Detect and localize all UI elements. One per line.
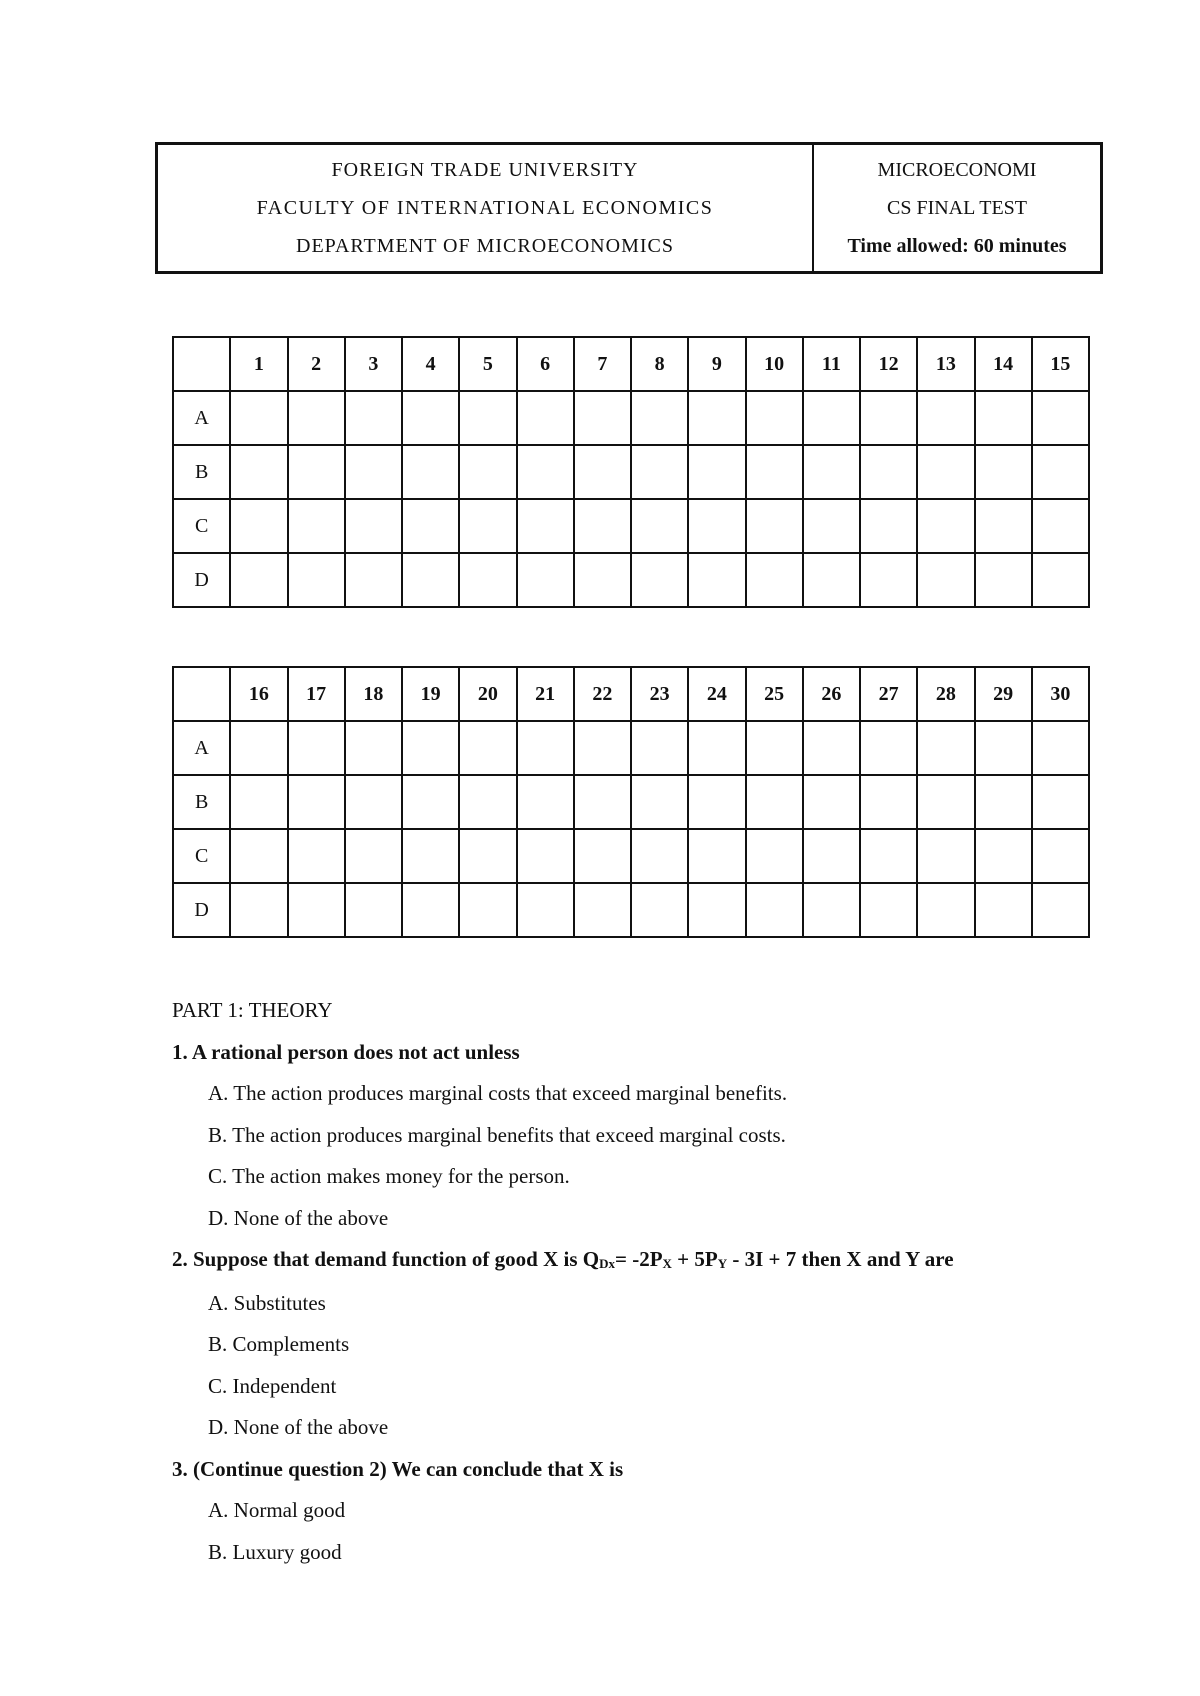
answer-cell[interactable] bbox=[517, 499, 574, 553]
time-allowed: Time allowed: 60 minutes bbox=[847, 235, 1067, 257]
answer-cell[interactable] bbox=[975, 775, 1032, 829]
answer-cell[interactable] bbox=[688, 499, 745, 553]
grid-column-header: 2 bbox=[288, 337, 345, 391]
answer-cell[interactable] bbox=[402, 499, 459, 553]
answer-cell[interactable] bbox=[917, 829, 974, 883]
grid-column-header: 14 bbox=[975, 337, 1032, 391]
answer-cell[interactable] bbox=[631, 391, 688, 445]
grid-row bbox=[173, 829, 1089, 883]
answer-cell[interactable] bbox=[631, 499, 688, 553]
question-1-option-b: B. The action produces marginal benefits that exceed marginal costs. bbox=[208, 1122, 786, 1147]
grid-row-label: A bbox=[173, 721, 230, 775]
answer-cell[interactable] bbox=[688, 391, 745, 445]
answer-cell[interactable] bbox=[975, 721, 1032, 775]
grid-row bbox=[173, 499, 1089, 553]
q2-stem-pre: 2. Suppose that demand function of good X is Q bbox=[172, 1247, 600, 1271]
grid-column-header: 13 bbox=[917, 337, 974, 391]
answer-cell[interactable] bbox=[860, 721, 917, 775]
grid-column-header: 25 bbox=[746, 667, 803, 721]
question-2-option-c: C. Independent bbox=[208, 1373, 337, 1398]
answer-cell[interactable] bbox=[1032, 499, 1089, 553]
answer-cell[interactable] bbox=[459, 391, 516, 445]
grid-row-label: B bbox=[173, 445, 230, 499]
answer-cell[interactable] bbox=[459, 883, 516, 937]
answer-cell[interactable] bbox=[288, 775, 345, 829]
answer-cell[interactable] bbox=[288, 553, 345, 607]
answer-cell[interactable] bbox=[574, 829, 631, 883]
answer-cell[interactable] bbox=[402, 553, 459, 607]
answer-cell[interactable] bbox=[917, 883, 974, 937]
answer-cell[interactable] bbox=[230, 721, 287, 775]
answer-cell[interactable] bbox=[459, 829, 516, 883]
answer-cell[interactable] bbox=[517, 883, 574, 937]
answer-cell[interactable] bbox=[860, 391, 917, 445]
answer-grid-1 bbox=[172, 336, 1090, 608]
grid-column-header: 23 bbox=[631, 667, 688, 721]
grid-row bbox=[173, 445, 1089, 499]
answer-cell[interactable] bbox=[574, 775, 631, 829]
q2-sub-y: Y bbox=[717, 1256, 728, 1271]
answer-cell[interactable] bbox=[402, 391, 459, 445]
grid-column-header: 6 bbox=[517, 337, 574, 391]
answer-cell[interactable] bbox=[631, 445, 688, 499]
answer-cell[interactable] bbox=[459, 553, 516, 607]
grid-column-header: 29 bbox=[975, 667, 1032, 721]
answer-cell[interactable] bbox=[688, 883, 745, 937]
answer-cell[interactable] bbox=[631, 775, 688, 829]
answer-cell[interactable] bbox=[975, 391, 1032, 445]
grid-corner-cell bbox=[173, 667, 230, 721]
answer-cell[interactable] bbox=[1032, 829, 1089, 883]
grid-header-row bbox=[173, 337, 1089, 391]
question-2-option-a: A. Substitutes bbox=[208, 1290, 326, 1315]
answer-cell[interactable] bbox=[746, 391, 803, 445]
grid-row bbox=[173, 391, 1089, 445]
answer-cell[interactable] bbox=[574, 445, 631, 499]
answer-cell[interactable] bbox=[860, 553, 917, 607]
answer-cell[interactable] bbox=[803, 391, 860, 445]
q2-sub-dx: Dx bbox=[599, 1256, 615, 1271]
answer-cell[interactable] bbox=[917, 721, 974, 775]
answer-cell[interactable] bbox=[917, 553, 974, 607]
grid-row-label: C bbox=[173, 499, 230, 553]
answer-cell[interactable] bbox=[345, 553, 402, 607]
answer-cell[interactable] bbox=[459, 721, 516, 775]
answer-cell[interactable] bbox=[459, 445, 516, 499]
grid-column-header: 4 bbox=[402, 337, 459, 391]
grid-row bbox=[173, 883, 1089, 937]
answer-cell[interactable] bbox=[517, 721, 574, 775]
answer-cell[interactable] bbox=[917, 445, 974, 499]
answer-cell[interactable] bbox=[1032, 445, 1089, 499]
grid-row bbox=[173, 721, 1089, 775]
answer-cell[interactable] bbox=[288, 883, 345, 937]
grid-column-header: 7 bbox=[574, 337, 631, 391]
answer-cell[interactable] bbox=[517, 445, 574, 499]
answer-cell[interactable] bbox=[917, 775, 974, 829]
answer-cell[interactable] bbox=[631, 553, 688, 607]
question-2-option-d: D. None of the above bbox=[208, 1415, 389, 1439]
answer-cell[interactable] bbox=[917, 391, 974, 445]
answer-cell[interactable] bbox=[574, 391, 631, 445]
answer-cell[interactable] bbox=[1032, 883, 1089, 937]
answer-cell[interactable] bbox=[1032, 391, 1089, 445]
answer-cell[interactable] bbox=[803, 721, 860, 775]
question-2-option-b: B. Complements bbox=[208, 1332, 350, 1356]
answer-cell[interactable] bbox=[975, 883, 1032, 937]
answer-cell[interactable] bbox=[288, 499, 345, 553]
question-1-option-a: A. The action produces marginal costs that exceed marginal benefits. bbox=[208, 1081, 788, 1105]
grid-column-header: 26 bbox=[803, 667, 860, 721]
answer-cell[interactable] bbox=[345, 445, 402, 499]
answer-cell[interactable] bbox=[288, 721, 345, 775]
answer-cell[interactable] bbox=[345, 829, 402, 883]
answer-cell[interactable] bbox=[574, 883, 631, 937]
faculty-name: FACULTY OF INTERNATIONAL ECONOMICS bbox=[256, 197, 714, 219]
grid-column-header: 3 bbox=[345, 337, 402, 391]
answer-cell[interactable] bbox=[688, 445, 745, 499]
grid-column-header: 15 bbox=[1032, 337, 1089, 391]
answer-cell[interactable] bbox=[345, 721, 402, 775]
grid-column-header: 8 bbox=[631, 337, 688, 391]
question-1-option-c: C. The action makes money for the person. bbox=[208, 1164, 570, 1188]
answer-cell[interactable] bbox=[746, 721, 803, 775]
answer-cell[interactable] bbox=[803, 883, 860, 937]
grid-column-header: 9 bbox=[688, 337, 745, 391]
answer-cell[interactable] bbox=[975, 445, 1032, 499]
answer-cell[interactable] bbox=[975, 553, 1032, 607]
grid-column-header: 10 bbox=[746, 337, 803, 391]
answer-cell[interactable] bbox=[746, 775, 803, 829]
department-name: DEPARTMENT OF MICROECONOMICS bbox=[296, 235, 674, 257]
answer-cell[interactable] bbox=[746, 445, 803, 499]
question-3-option-a: A. Normal good bbox=[208, 1498, 346, 1522]
answer-cell[interactable] bbox=[402, 445, 459, 499]
answer-cell[interactable] bbox=[574, 553, 631, 607]
answer-cell[interactable] bbox=[688, 721, 745, 775]
answer-cell[interactable] bbox=[975, 829, 1032, 883]
answer-cell[interactable] bbox=[230, 775, 287, 829]
answer-cell[interactable] bbox=[230, 499, 287, 553]
answer-cell[interactable] bbox=[574, 499, 631, 553]
answer-cell[interactable] bbox=[860, 445, 917, 499]
answer-cell[interactable] bbox=[574, 721, 631, 775]
answer-cell[interactable] bbox=[517, 391, 574, 445]
grid-row-label: B bbox=[173, 775, 230, 829]
answer-cell[interactable] bbox=[230, 883, 287, 937]
institution-block bbox=[158, 145, 814, 271]
grid-row-label: D bbox=[173, 883, 230, 937]
answer-cell[interactable] bbox=[459, 499, 516, 553]
answer-cell[interactable] bbox=[688, 775, 745, 829]
answer-cell[interactable] bbox=[230, 553, 287, 607]
answer-cell[interactable] bbox=[803, 775, 860, 829]
part-title: PART 1: THEORY bbox=[172, 998, 333, 1022]
answer-cell[interactable] bbox=[345, 775, 402, 829]
q2-sub-x: X bbox=[662, 1256, 672, 1271]
grid-column-header: 24 bbox=[688, 667, 745, 721]
grid-column-header: 18 bbox=[345, 667, 402, 721]
grid-column-header: 12 bbox=[860, 337, 917, 391]
answer-cell[interactable] bbox=[517, 775, 574, 829]
answer-cell[interactable] bbox=[746, 553, 803, 607]
answer-cell[interactable] bbox=[517, 829, 574, 883]
grid-column-header: 11 bbox=[803, 337, 860, 391]
answer-cell[interactable] bbox=[1032, 553, 1089, 607]
answer-cell[interactable] bbox=[803, 445, 860, 499]
answer-cell[interactable] bbox=[288, 829, 345, 883]
test-title-line1: MICROECONOMI bbox=[877, 159, 1037, 181]
answer-cell[interactable] bbox=[746, 829, 803, 883]
answer-cell[interactable] bbox=[631, 721, 688, 775]
answer-cell[interactable] bbox=[402, 829, 459, 883]
grid-column-header: 16 bbox=[230, 667, 287, 721]
answer-cell[interactable] bbox=[975, 499, 1032, 553]
question-1-option-d: D. None of the above bbox=[208, 1205, 389, 1230]
grid-column-header: 5 bbox=[459, 337, 516, 391]
answer-cell[interactable] bbox=[803, 499, 860, 553]
answer-cell[interactable] bbox=[803, 553, 860, 607]
answer-cell[interactable] bbox=[1032, 775, 1089, 829]
answer-cell[interactable] bbox=[345, 883, 402, 937]
answer-cell[interactable] bbox=[746, 499, 803, 553]
answer-cell[interactable] bbox=[746, 883, 803, 937]
answer-cell[interactable] bbox=[860, 775, 917, 829]
answer-cell[interactable] bbox=[688, 829, 745, 883]
question-3-option-b: B. Luxury good bbox=[208, 1539, 342, 1564]
grid-row bbox=[173, 553, 1089, 607]
grid-column-header: 20 bbox=[459, 667, 516, 721]
university-name: FOREIGN TRADE UNIVERSITY bbox=[331, 159, 639, 181]
answer-cell[interactable] bbox=[860, 829, 917, 883]
test-title-line2: CS FINAL TEST bbox=[886, 197, 1028, 219]
grid-column-header: 1 bbox=[230, 337, 287, 391]
question-2-stem bbox=[172, 1239, 1132, 1283]
grid-row-label: A bbox=[173, 391, 230, 445]
grid-column-header: 22 bbox=[574, 667, 631, 721]
answer-cell[interactable] bbox=[288, 445, 345, 499]
answer-cell[interactable] bbox=[803, 829, 860, 883]
questions-section bbox=[172, 990, 1132, 1573]
grid-column-header: 28 bbox=[917, 667, 974, 721]
grid-column-header: 27 bbox=[860, 667, 917, 721]
question-3-stem: 3. (Continue question 2) We can conclude that X is bbox=[172, 1456, 624, 1481]
answer-cell[interactable] bbox=[345, 391, 402, 445]
answer-cell[interactable] bbox=[402, 721, 459, 775]
answer-cell[interactable] bbox=[230, 445, 287, 499]
grid-column-header: 17 bbox=[288, 667, 345, 721]
answer-cell[interactable] bbox=[631, 829, 688, 883]
answer-cell[interactable] bbox=[288, 391, 345, 445]
answer-cell[interactable] bbox=[402, 883, 459, 937]
answer-grid-2 bbox=[172, 666, 1090, 938]
answer-cell[interactable] bbox=[917, 499, 974, 553]
answer-cell[interactable] bbox=[459, 775, 516, 829]
answer-cell[interactable] bbox=[230, 829, 287, 883]
answer-cell[interactable] bbox=[860, 499, 917, 553]
answer-cell[interactable] bbox=[230, 391, 287, 445]
grid-row-label: C bbox=[173, 829, 230, 883]
question-1-stem: 1. A rational person does not act unless bbox=[172, 1039, 520, 1064]
grid-column-header: 30 bbox=[1032, 667, 1089, 721]
grid-corner-cell bbox=[173, 337, 230, 391]
answer-cell[interactable] bbox=[345, 499, 402, 553]
grid-column-header: 21 bbox=[517, 667, 574, 721]
grid-column-header: 19 bbox=[402, 667, 459, 721]
answer-cell[interactable] bbox=[688, 553, 745, 607]
grid-row bbox=[173, 775, 1089, 829]
test-info-block bbox=[814, 145, 1100, 271]
answer-cell[interactable] bbox=[402, 775, 459, 829]
q2-stem-mid2: + 5P bbox=[671, 1247, 718, 1271]
exam-header bbox=[155, 142, 1103, 274]
answer-cell[interactable] bbox=[860, 883, 917, 937]
q2-stem-post: - 3I + 7 then X and Y are bbox=[727, 1247, 954, 1271]
answer-cell[interactable] bbox=[517, 553, 574, 607]
answer-cell[interactable] bbox=[1032, 721, 1089, 775]
grid-header-row bbox=[173, 667, 1089, 721]
answer-cell[interactable] bbox=[631, 883, 688, 937]
grid-row-label: D bbox=[173, 553, 230, 607]
q2-stem-mid1: = -2P bbox=[614, 1247, 663, 1271]
